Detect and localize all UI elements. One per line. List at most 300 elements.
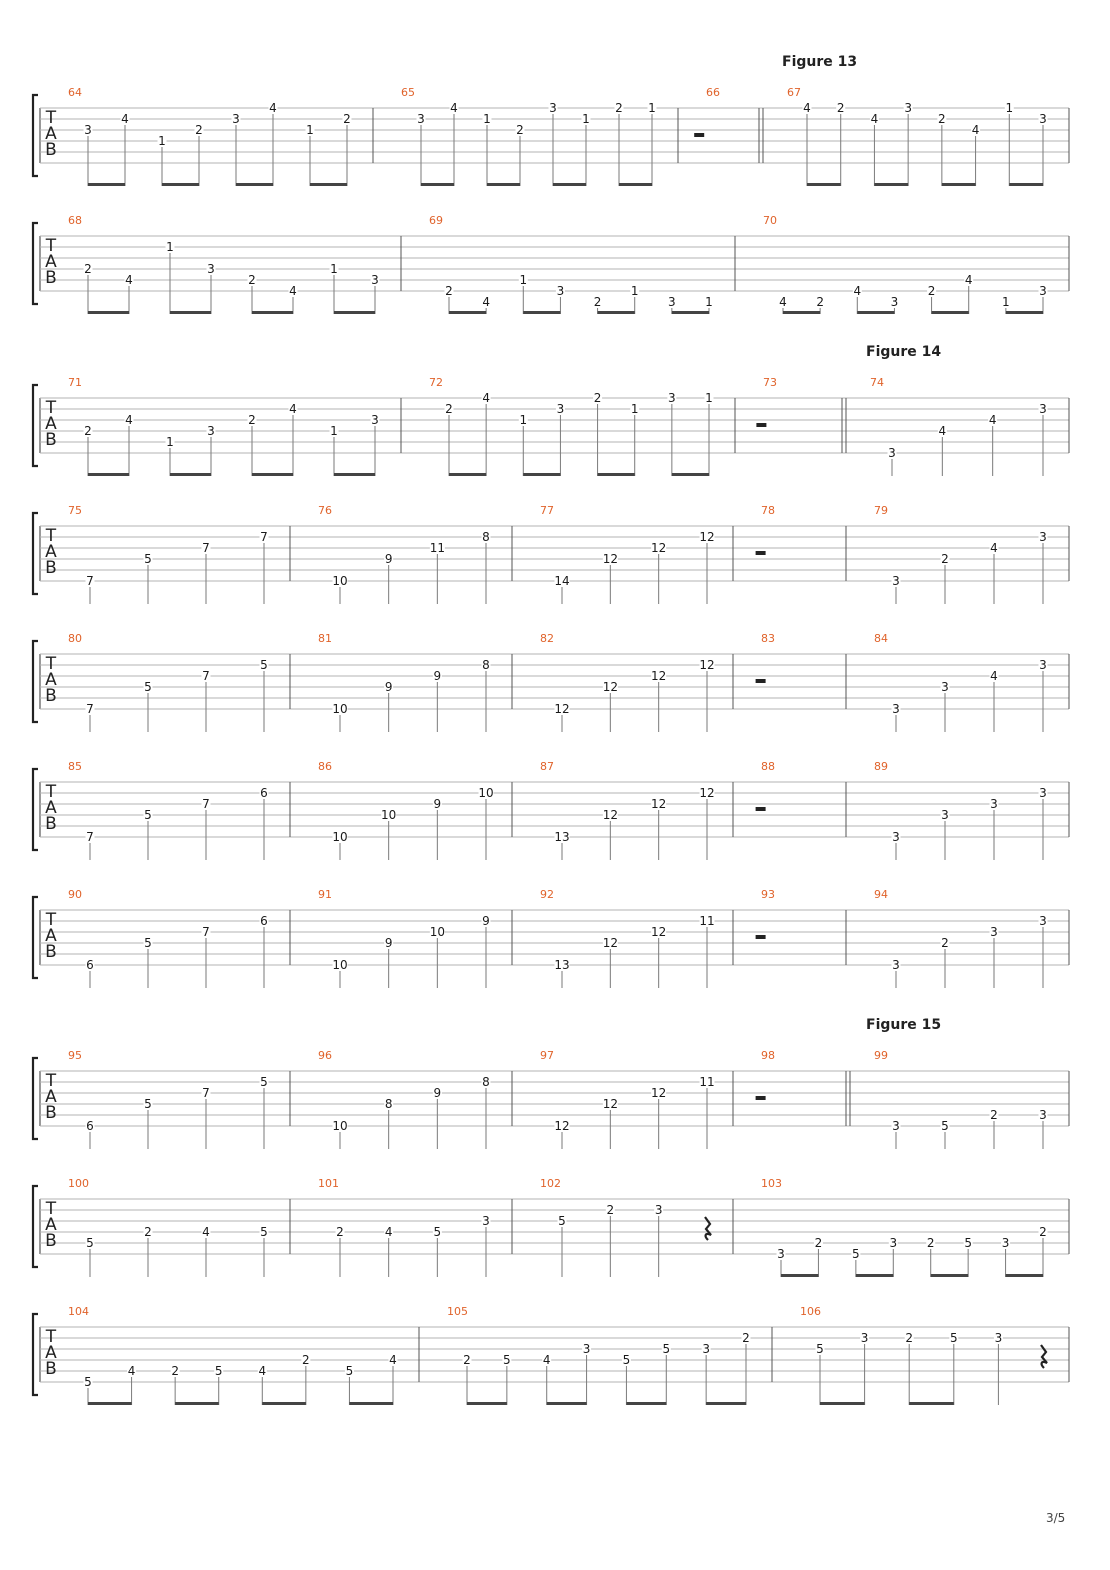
fret-number: 8 <box>482 530 490 544</box>
fret-number: 4 <box>853 284 862 298</box>
fret-number: 8 <box>384 1097 393 1111</box>
tab-clef-letter: B <box>45 1359 57 1379</box>
fret-number: 9 <box>384 680 393 694</box>
fret-number: 9 <box>384 552 393 566</box>
beam <box>349 1402 393 1405</box>
fret-number: 3 <box>84 123 92 137</box>
beam <box>874 183 908 186</box>
tab-clef-letter: T <box>45 398 57 418</box>
fret-number: 4 <box>202 1225 210 1239</box>
fret-number: 3 <box>232 112 240 126</box>
fret-number: 2 <box>926 1236 935 1250</box>
tab-clef-letter: B <box>45 268 57 288</box>
half-rest <box>756 423 766 427</box>
page-number: 3/5 <box>1046 1511 1066 1525</box>
fret-number: 11 <box>699 914 715 928</box>
beam <box>162 183 199 186</box>
fret-number: 3 <box>668 295 676 309</box>
fret-number: 12 <box>602 552 618 566</box>
fret-number: 2 <box>336 1225 344 1239</box>
fret-number: 1 <box>630 284 639 298</box>
fret-number: 12 <box>651 669 667 683</box>
beam <box>857 311 894 314</box>
fret-number: 1 <box>705 295 713 309</box>
tab-clef-letter: B <box>45 140 57 160</box>
fret-number: 8 <box>482 1075 490 1089</box>
fret-number: 5 <box>144 552 152 566</box>
fret-number: 2 <box>144 1225 152 1239</box>
beam <box>88 1402 132 1405</box>
measure-number: 65 <box>401 86 415 99</box>
beam <box>523 473 560 476</box>
half-rest <box>756 935 766 939</box>
beam <box>88 183 125 186</box>
beam <box>310 183 347 186</box>
fret-number: 3 <box>994 1331 1003 1345</box>
fret-number: 7 <box>86 830 94 844</box>
fret-number: 1 <box>1005 101 1014 115</box>
beam <box>942 183 976 186</box>
measure-number: 74 <box>870 376 884 389</box>
fret-number: 5 <box>260 658 268 672</box>
tab-clef-letter: A <box>45 414 57 434</box>
fret-number: 3 <box>702 1342 710 1356</box>
tab-clef-letter: B <box>45 1103 57 1123</box>
beam <box>170 311 211 314</box>
fret-number: 9 <box>433 797 442 811</box>
fret-number: 4 <box>988 413 997 427</box>
fret-number: 3 <box>207 424 215 438</box>
fret-number: 3 <box>777 1247 785 1261</box>
beam <box>553 183 586 186</box>
fret-number: 12 <box>651 797 667 811</box>
fret-number: 9 <box>433 669 442 683</box>
figure-14-label: Figure 14 <box>866 344 942 360</box>
fret-number: 4 <box>938 424 947 438</box>
fret-number: 10 <box>381 808 397 822</box>
fret-number: 3 <box>904 101 912 115</box>
fret-number: 1 <box>330 424 338 438</box>
fret-number: 6 <box>260 786 268 800</box>
tab-clef-letter: B <box>45 942 57 962</box>
fret-number: 2 <box>615 101 623 115</box>
fret-number: 13 <box>554 830 570 844</box>
tab-clef-letter: B <box>45 430 57 450</box>
fret-number: 12 <box>602 936 618 950</box>
fret-number: 1 <box>582 112 590 126</box>
tab-clef-letter: T <box>45 1327 57 1347</box>
measure-number: 67 <box>787 86 801 99</box>
fret-number: 10 <box>332 958 348 972</box>
measure-number: 98 <box>761 1049 775 1062</box>
fret-number: 7 <box>260 530 268 544</box>
fret-number: 3 <box>549 101 557 115</box>
fret-number: 3 <box>1039 402 1047 416</box>
fret-number: 2 <box>445 402 453 416</box>
fret-number: 5 <box>558 1214 566 1228</box>
measure-number: 88 <box>761 760 775 773</box>
fret-number: 3 <box>990 797 998 811</box>
fret-number: 2 <box>445 284 453 298</box>
measure-number: 80 <box>68 632 82 645</box>
fret-number: 4 <box>125 273 133 287</box>
system-bracket <box>33 1058 38 1139</box>
figure-15-label: Figure 15 <box>866 1017 942 1033</box>
tab-clef-letter: B <box>45 1231 57 1251</box>
fret-number: 3 <box>941 680 949 694</box>
fret-number: 9 <box>384 936 393 950</box>
fret-number: 5 <box>622 1353 631 1367</box>
measure-number: 99 <box>874 1049 888 1062</box>
measure-number: 102 <box>540 1177 561 1190</box>
fret-number: 3 <box>890 295 899 309</box>
fret-number: 13 <box>554 958 570 972</box>
tab-clef-letter: A <box>45 798 57 818</box>
tab-clef-letter: B <box>45 814 57 834</box>
measure-number: 81 <box>318 632 332 645</box>
measure-number: 69 <box>429 214 443 227</box>
fret-number: 3 <box>1039 112 1047 126</box>
fret-number: 5 <box>941 1119 949 1133</box>
fret-number: 4 <box>389 1353 397 1367</box>
tab-clef-letter: A <box>45 542 57 562</box>
fret-number: 3 <box>892 574 900 588</box>
beam <box>334 473 375 476</box>
fret-number: 3 <box>654 1203 663 1217</box>
fret-number: 2 <box>742 1331 750 1345</box>
fret-number: 2 <box>84 262 92 276</box>
measure-number: 106 <box>800 1305 821 1318</box>
beam <box>88 473 129 476</box>
measure-number: 103 <box>761 1177 782 1190</box>
fret-number: 14 <box>554 574 570 588</box>
fret-number: 4 <box>269 101 277 115</box>
fret-number: 1 <box>519 273 528 287</box>
fret-number: 5 <box>144 808 152 822</box>
fret-number: 7 <box>202 669 210 683</box>
fret-number: 3 <box>892 702 900 716</box>
fret-number: 2 <box>990 1108 998 1122</box>
tab-clef-letter: B <box>45 686 57 706</box>
beam <box>619 183 652 186</box>
beam <box>236 183 273 186</box>
fret-number: 3 <box>1039 658 1047 672</box>
measure-number: 86 <box>318 760 332 773</box>
system-bracket <box>33 641 38 722</box>
fret-number: 7 <box>202 1086 210 1100</box>
measure-number: 76 <box>318 504 332 517</box>
measure-number: 82 <box>540 632 554 645</box>
measure-number: 68 <box>68 214 82 227</box>
fret-number: 2 <box>593 295 602 309</box>
beam <box>1006 1274 1043 1277</box>
fret-number: 12 <box>554 702 570 716</box>
fret-number: 3 <box>482 1214 490 1228</box>
fret-number: 2 <box>941 936 949 950</box>
fret-number: 2 <box>84 424 92 438</box>
system-bracket <box>33 769 38 850</box>
fret-number: 4 <box>870 112 879 126</box>
system-bracket <box>33 897 38 978</box>
beam <box>334 311 375 314</box>
fret-number: 5 <box>144 936 152 950</box>
fret-number: 12 <box>651 541 667 555</box>
measure-number: 75 <box>68 504 82 517</box>
fret-number: 1 <box>648 101 656 115</box>
fret-number: 3 <box>892 830 900 844</box>
fret-number: 2 <box>905 1331 914 1345</box>
fret-number: 6 <box>260 914 268 928</box>
fret-number: 2 <box>195 123 203 137</box>
measure-number: 101 <box>318 1177 339 1190</box>
measure-number: 78 <box>761 504 775 517</box>
fret-number: 5 <box>84 1375 92 1389</box>
fret-number: 1 <box>483 112 491 126</box>
fret-number: 11 <box>699 1075 715 1089</box>
tab-clef-letter: A <box>45 124 57 144</box>
measure-number: 64 <box>68 86 82 99</box>
fret-number: 3 <box>892 958 900 972</box>
beam <box>487 183 520 186</box>
beam <box>421 183 454 186</box>
beam <box>781 1274 818 1277</box>
measure-number: 94 <box>874 888 888 901</box>
fret-number: 11 <box>429 541 445 555</box>
beam <box>175 1402 219 1405</box>
fret-number: 10 <box>478 786 494 800</box>
tab-clef-letter: A <box>45 926 57 946</box>
beam <box>449 473 486 476</box>
beam <box>706 1402 746 1405</box>
beam <box>909 1402 954 1405</box>
beam <box>598 473 635 476</box>
fret-number: 3 <box>990 925 998 939</box>
fret-number: 4 <box>779 295 787 309</box>
fret-number: 4 <box>990 541 998 555</box>
beam <box>598 311 635 314</box>
measure-number: 92 <box>540 888 554 901</box>
fret-number: 5 <box>144 680 152 694</box>
fret-number: 5 <box>503 1353 511 1367</box>
fret-number: 6 <box>86 1119 94 1133</box>
half-rest <box>694 133 704 137</box>
fret-number: 1 <box>519 413 528 427</box>
beam <box>672 473 709 476</box>
fret-number: 3 <box>860 1331 869 1345</box>
fret-number: 3 <box>371 413 379 427</box>
tab-clef-letter: T <box>45 782 57 802</box>
fret-number: 5 <box>144 1097 152 1111</box>
fret-number: 5 <box>260 1075 268 1089</box>
fret-number: 3 <box>941 808 949 822</box>
measure-number: 83 <box>761 632 775 645</box>
fret-number: 4 <box>964 273 973 287</box>
system-bracket <box>33 385 38 466</box>
fret-number: 1 <box>166 240 174 254</box>
fret-number: 1 <box>166 435 174 449</box>
fret-number: 3 <box>1039 914 1047 928</box>
half-rest <box>756 679 766 683</box>
fret-number: 3 <box>371 273 379 287</box>
beam <box>170 473 211 476</box>
fret-number: 7 <box>202 925 210 939</box>
fret-number: 4 <box>542 1353 551 1367</box>
beam <box>547 1402 587 1405</box>
fret-number: 3 <box>417 112 425 126</box>
fret-number: 7 <box>86 702 94 716</box>
fret-number: 9 <box>482 914 490 928</box>
quarter-rest <box>705 1217 711 1240</box>
fret-number: 1 <box>630 402 639 416</box>
fret-number: 4 <box>121 112 129 126</box>
measure-number: 90 <box>68 888 82 901</box>
system-bracket <box>33 1186 38 1267</box>
fret-number: 4 <box>482 391 490 405</box>
fret-number: 4 <box>258 1364 267 1378</box>
fret-number: 2 <box>927 284 936 298</box>
beam <box>1009 183 1043 186</box>
measure-number: 73 <box>763 376 777 389</box>
tab-clef-letter: T <box>45 910 57 930</box>
measure-number: 104 <box>68 1305 89 1318</box>
fret-number: 10 <box>332 830 348 844</box>
beam <box>856 1274 893 1277</box>
fret-number: 3 <box>1039 1108 1047 1122</box>
fret-number: 12 <box>554 1119 570 1133</box>
tab-clef-letter: A <box>45 670 57 690</box>
measure-number: 96 <box>318 1049 332 1062</box>
fret-number: 10 <box>332 702 348 716</box>
fret-number: 7 <box>202 797 210 811</box>
tab-clef-letter: T <box>45 654 57 674</box>
measure-number: 105 <box>447 1305 468 1318</box>
fret-number: 4 <box>384 1225 393 1239</box>
fret-number: 12 <box>699 786 715 800</box>
fret-number: 3 <box>1039 284 1047 298</box>
fret-number: 2 <box>463 1353 471 1367</box>
fret-number: 3 <box>556 402 565 416</box>
beam <box>262 1402 306 1405</box>
fret-number: 5 <box>214 1364 223 1378</box>
fret-number: 5 <box>86 1236 94 1250</box>
tab-clef-letter: T <box>45 1199 57 1219</box>
fret-number: 5 <box>345 1364 354 1378</box>
system-bracket <box>33 223 38 304</box>
measure-number: 89 <box>874 760 888 773</box>
fret-number: 5 <box>662 1342 671 1356</box>
fret-number: 3 <box>207 262 215 276</box>
fret-number: 1 <box>158 134 166 148</box>
fret-number: 12 <box>602 808 618 822</box>
measure-number: 100 <box>68 1177 89 1190</box>
fret-number: 2 <box>836 101 845 115</box>
measure-number: 84 <box>874 632 888 645</box>
beam <box>1006 311 1043 314</box>
fret-number: 12 <box>699 658 715 672</box>
fret-number: 3 <box>1039 530 1047 544</box>
fret-number: 3 <box>1039 786 1047 800</box>
fret-number: 10 <box>429 925 445 939</box>
fret-number: 1 <box>306 123 314 137</box>
system-bracket <box>33 1314 38 1395</box>
fret-number: 4 <box>289 402 297 416</box>
fret-number: 4 <box>990 669 998 683</box>
fret-number: 3 <box>556 284 565 298</box>
tab-clef-letter: A <box>45 1087 57 1107</box>
fret-number: 7 <box>86 574 94 588</box>
tab-clef-letter: B <box>45 558 57 578</box>
beam <box>252 311 293 314</box>
fret-number: 4 <box>125 413 133 427</box>
fret-number: 7 <box>202 541 210 555</box>
beam <box>932 311 969 314</box>
measure-number: 87 <box>540 760 554 773</box>
fret-number: 5 <box>433 1225 442 1239</box>
fret-number: 5 <box>260 1225 268 1239</box>
measure-number: 95 <box>68 1049 82 1062</box>
beam <box>626 1402 666 1405</box>
fret-number: 2 <box>516 123 524 137</box>
measure-number: 71 <box>68 376 82 389</box>
fret-number: 12 <box>651 1086 667 1100</box>
fret-number: 2 <box>814 1236 823 1250</box>
fret-number: 5 <box>852 1247 860 1261</box>
fret-number: 2 <box>1039 1225 1047 1239</box>
fret-number: 9 <box>433 1086 442 1100</box>
measure-number: 97 <box>540 1049 554 1062</box>
fret-number: 5 <box>949 1331 958 1345</box>
measure-number: 66 <box>706 86 720 99</box>
fret-number: 3 <box>1001 1236 1010 1250</box>
beam <box>820 1402 865 1405</box>
tab-clef-letter: T <box>45 1071 57 1091</box>
fret-number: 1 <box>330 262 338 276</box>
beam <box>467 1402 507 1405</box>
fret-number: 2 <box>606 1203 615 1217</box>
fret-number: 12 <box>651 925 667 939</box>
measure-number: 93 <box>761 888 775 901</box>
measure-number: 85 <box>68 760 82 773</box>
fret-number: 2 <box>302 1353 310 1367</box>
fret-number: 12 <box>602 680 618 694</box>
figure-13-label: Figure 13 <box>782 54 858 70</box>
fret-number: 12 <box>602 1097 618 1111</box>
tab-clef-letter: A <box>45 1343 57 1363</box>
tab-clef-letter: T <box>45 236 57 256</box>
fret-number: 4 <box>289 284 297 298</box>
beam <box>783 311 820 314</box>
fret-number: 2 <box>171 1364 179 1378</box>
measure-number: 72 <box>429 376 443 389</box>
fret-number: 12 <box>699 530 715 544</box>
fret-number: 2 <box>941 552 949 566</box>
tab-clef-letter: T <box>45 108 57 128</box>
fret-number: 1 <box>705 391 713 405</box>
fret-number: 3 <box>892 1119 900 1133</box>
beam <box>931 1274 968 1277</box>
system-bracket <box>33 95 38 176</box>
measure-number: 77 <box>540 504 554 517</box>
beam <box>449 311 486 314</box>
beam <box>523 311 560 314</box>
fret-number: 10 <box>332 1119 348 1133</box>
measure-number: 91 <box>318 888 332 901</box>
beam <box>672 311 709 314</box>
fret-number: 5 <box>964 1236 972 1250</box>
fret-number: 3 <box>888 446 896 460</box>
system-bracket <box>33 513 38 594</box>
fret-number: 4 <box>127 1364 136 1378</box>
